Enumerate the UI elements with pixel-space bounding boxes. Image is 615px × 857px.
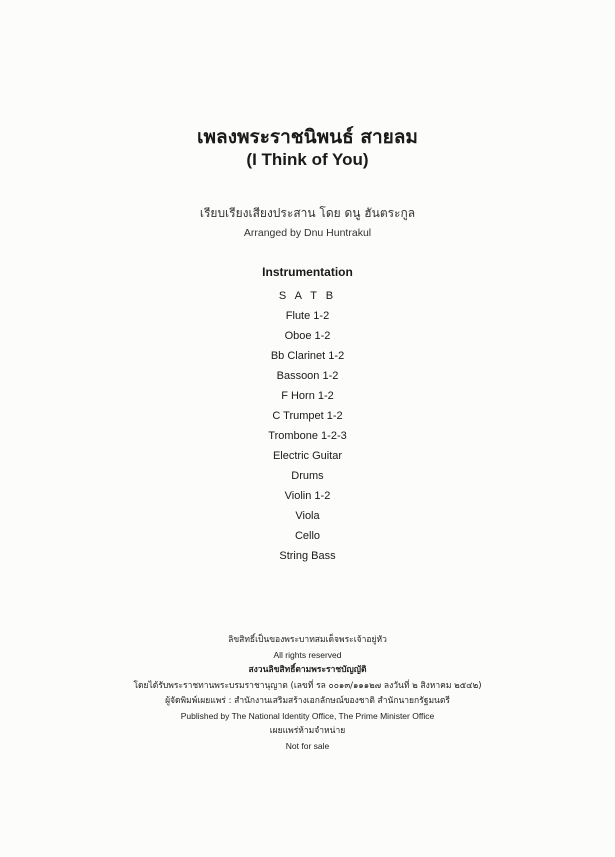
instrument-item: Cello — [294, 530, 321, 542]
reserved-thai: สงวนลิขสิทธิ์ตามพระราชบัญญัติ — [248, 665, 367, 676]
arranger-thai: เรียบเรียงเสียงประสาน โดย ดนู ฮันตระกูล — [199, 206, 416, 220]
copyright-footer — [0, 633, 615, 755]
instrument-item: Bb Clarinet 1-2 — [270, 350, 345, 362]
instrumentation-heading: Instrumentation — [262, 265, 353, 279]
instrument-item: Violin 1-2 — [284, 490, 331, 502]
instrument-item: Viola — [295, 510, 320, 522]
copyright-english: All rights reserved — [273, 650, 342, 661]
publisher-thai: ผู้จัดพิมพ์เผยแพร่ : สำนักงานเสริมสร้างเอกลักษณ์ของชาติ สำนักนายกรัฐมนตรี — [165, 695, 450, 706]
instrument-item: Bassoon 1-2 — [276, 370, 339, 382]
copyright-thai: ลิขสิทธิ์เป็นของพระบาทสมเด็จพระเจ้าอยู่หัว — [228, 635, 387, 645]
arranger-english: Arranged by Dnu Huntrakul — [243, 227, 372, 239]
instrument-item: Drums — [291, 470, 324, 482]
instrument-item: Oboe 1-2 — [284, 330, 331, 342]
publisher-english: Published by The National Identity Office, The Prime Minister Office — [180, 711, 435, 722]
permission-thai: โดยได้รับพระราชทานพระบรมราชานุญาต (เลขที่ รล ๐๐๑๓/๑๑๑๒๗ ลงวันที่ ๒ สิงหาคม ๒๕๔๒) — [133, 680, 482, 691]
instrumentation-list — [0, 286, 615, 566]
instrument-item: S A T B — [278, 290, 337, 302]
instrument-item: Electric Guitar — [272, 450, 343, 462]
instrument-item: Flute 1-2 — [285, 310, 330, 322]
instrument-item: String Bass — [279, 550, 336, 562]
title-english: (I Think of You) — [246, 150, 369, 169]
not-for-sale-english: Not for sale — [285, 741, 330, 752]
title-thai: เพลงพระราชนิพนธ์ สายลม — [197, 126, 418, 148]
instrument-item: F Horn 1-2 — [281, 390, 334, 402]
not-for-sale-thai: เผยแพร่ห้ามจำหน่าย — [269, 726, 346, 737]
instrument-item: C Trumpet 1-2 — [272, 410, 343, 422]
instrument-item: Trombone 1-2-3 — [268, 430, 347, 442]
